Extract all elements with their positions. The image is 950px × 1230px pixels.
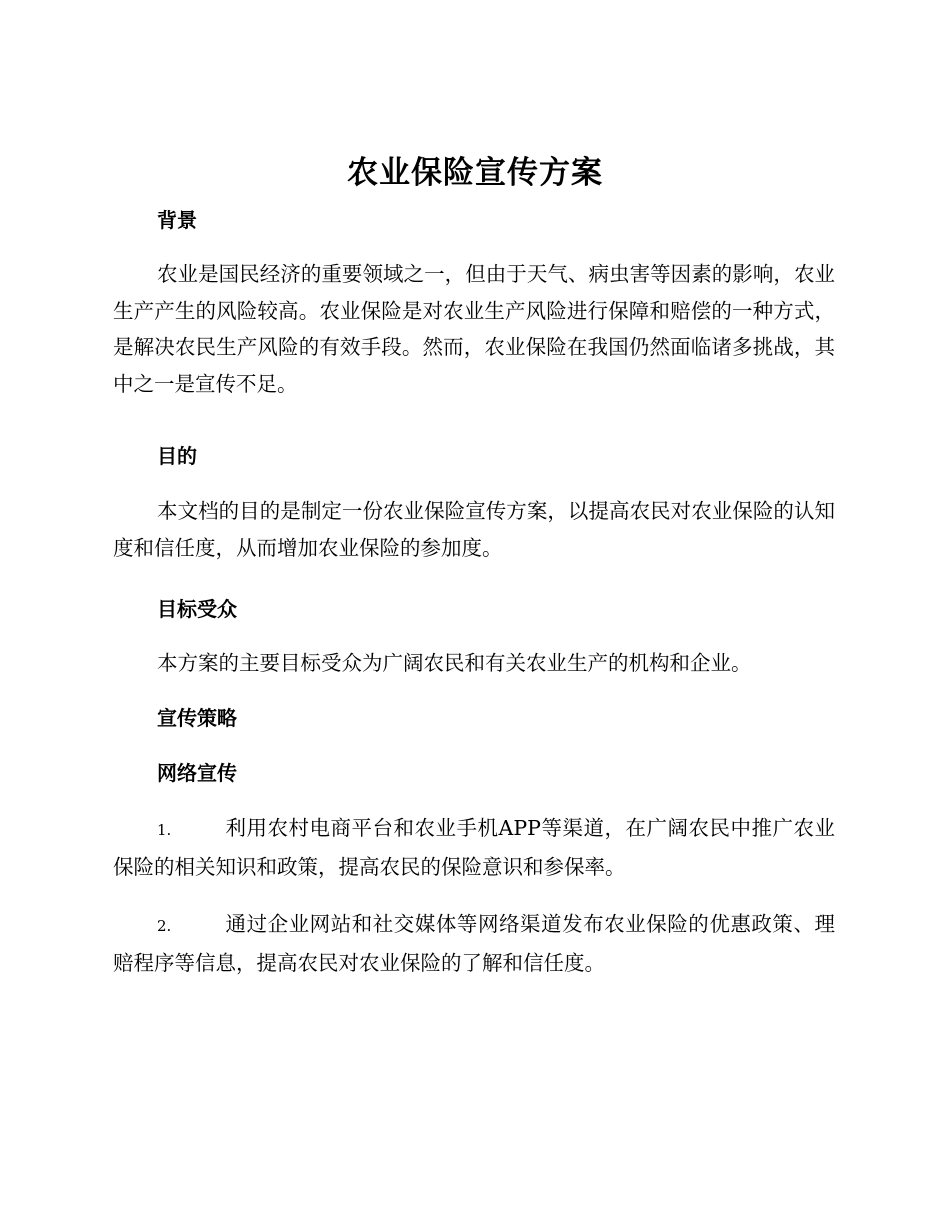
list-item-text: 利用农村电商平台和农业手机APP等渠道，在广阔农民中推广农业保险的相关知识和政策，提高农民的保险意识和参保率。 <box>113 816 835 879</box>
list-item-text: 通过企业网站和社交媒体等网络渠道发布农业保险的优惠政策、理赔程序等信息，提高农民对农业保险的了解和信任度。 <box>113 912 835 975</box>
list-item-number: 1. <box>157 821 172 839</box>
section-heading-purpose: 目的 <box>157 444 197 468</box>
section-body-background: 农业是国民经济的重要领域之一，但由于天气、病虫害等因素的影响，农业生产产生的风险较高。农业保险是对农业生产风险进行保障和赔偿的一种方式，是解决农民生产风险的有效手段。然而，农业保险在我国仍然面临诸多挑战，其中之一是宣传不足。 <box>113 262 835 396</box>
section-heading-strategy: 宣传策略 <box>157 706 237 730</box>
document-title: 农业保险宣传方案 <box>347 155 603 191</box>
list-item-number: 2. <box>157 917 172 935</box>
section-body-audience: 本方案的主要目标受众为广阔农民和有关农业生产的机构和企业。 <box>157 651 752 675</box>
section-heading-online: 网络宣传 <box>157 761 237 785</box>
list-item <box>113 906 835 981</box>
section-heading-audience: 目标受众 <box>157 597 237 621</box>
section-body-purpose: 本文档的目的是制定一份农业保险宣传方案，以提高农民对农业保险的认知度和信任度，从而增加农业保险的参加度。 <box>113 499 835 560</box>
section-heading-background: 背景 <box>157 208 197 232</box>
list-item <box>113 810 835 885</box>
